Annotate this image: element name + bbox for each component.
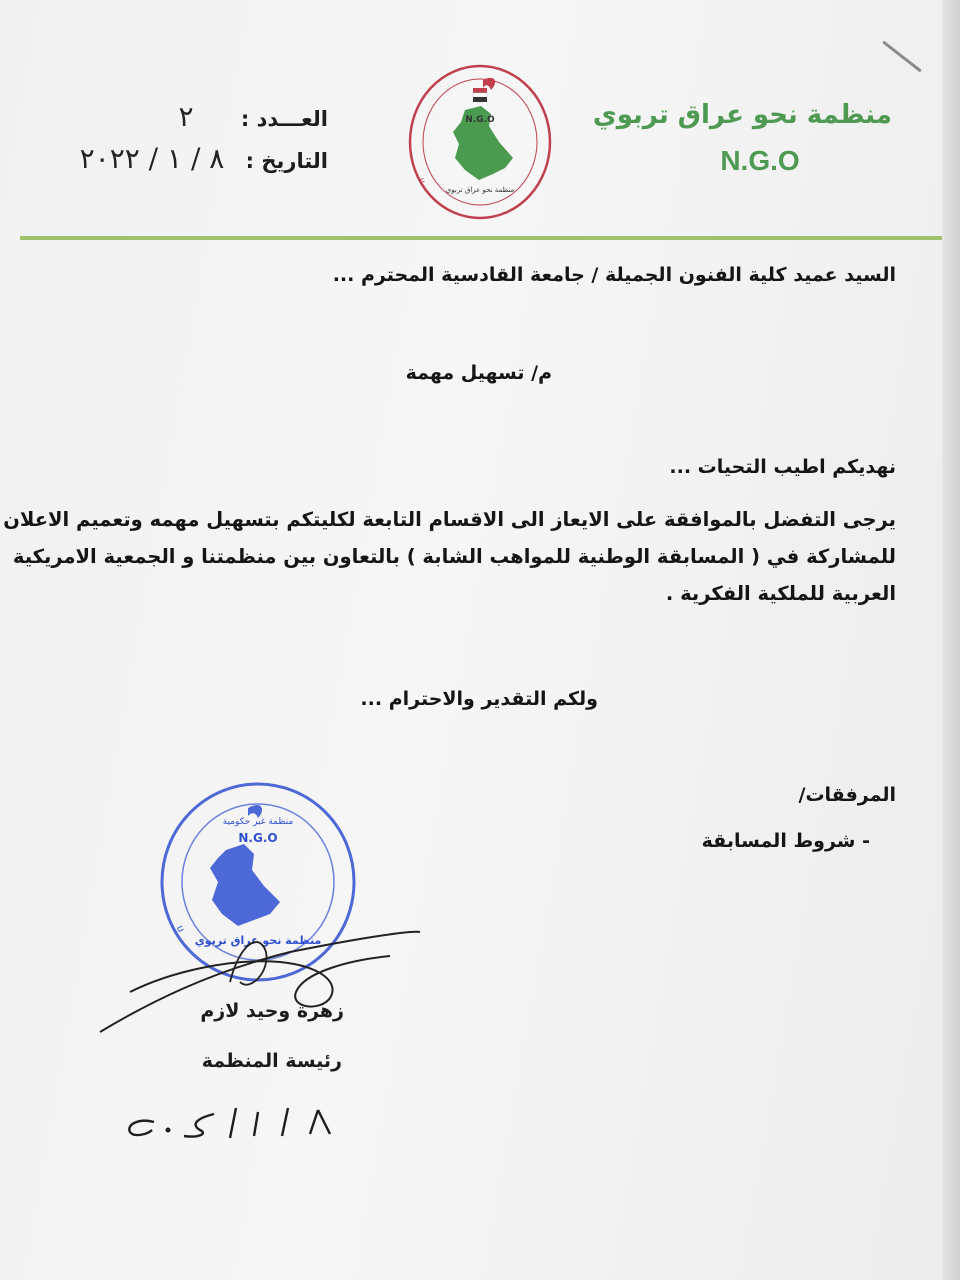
org-abbr: N.G.O — [720, 145, 800, 176]
letter-number — [8, 100, 328, 133]
attachments-label: المرفقات/ — [798, 784, 896, 806]
body-line: للمشاركة في ( المسابقة الوطنية للمواهب الشابة ) بالتعاون بين منظمتنا و الجمعية الامريكية — [12, 545, 896, 568]
signer-title: رئيسة المنظمة — [201, 1050, 342, 1072]
closing: ولكم التقدير والاحترام ... — [360, 688, 598, 710]
signer-name: زهرة وحيد لازم — [200, 1000, 344, 1022]
staple — [882, 41, 922, 73]
number-label: العـــدد : — [240, 107, 328, 131]
subject: م/ تسهيل مهمة — [405, 362, 552, 384]
logo-english-ring: n — [415, 176, 427, 186]
date-value: ٨ / ١ / ٢٠٢٢ — [79, 142, 225, 175]
date-label: التاريخ : — [245, 149, 328, 173]
org-logo-icon — [395, 62, 565, 222]
body-line: العربية للملكية الفكرية . — [665, 582, 896, 605]
signature-icon — [90, 912, 430, 1042]
stamp-ngo-text: N.G.O — [238, 831, 278, 845]
org-logo — [395, 62, 565, 222]
handwritten-date — [118, 1100, 348, 1144]
stamp-english-ring: n — [173, 923, 187, 935]
signature-scribble — [90, 912, 430, 1042]
body-line: يرجى التفضل بالموافقة على الايعاز الى الاقسام التابعة لكليتكم بتسهيل مهمه وتعميم الاعلان — [3, 508, 896, 531]
handwritten-date-icon — [118, 1100, 348, 1144]
stamp-arabic-top: منظمة غير حكومية — [222, 817, 294, 827]
addressee: السيد عميد كلية الفنون الجميلة / جامعة القادسية المحترم ... — [332, 264, 896, 286]
stamp-arabic-bottom: منظمة نحو عراق تربوي — [194, 934, 322, 947]
logo-ngo-text: N.G.O — [465, 115, 495, 125]
letter-date — [8, 142, 328, 175]
attachment-item: - شروط المسابقة — [701, 830, 870, 852]
number-value: ٢ — [178, 100, 194, 133]
greeting: نهديكم اطيب التحيات ... — [669, 456, 896, 478]
paper-edge-shadow — [942, 0, 960, 1280]
header-divider — [20, 236, 942, 240]
org-name-arabic: منظمة نحو عراق تربوي — [592, 100, 892, 130]
logo-arabic-bottom: منظمة نحو عراق تربوي — [445, 186, 515, 194]
